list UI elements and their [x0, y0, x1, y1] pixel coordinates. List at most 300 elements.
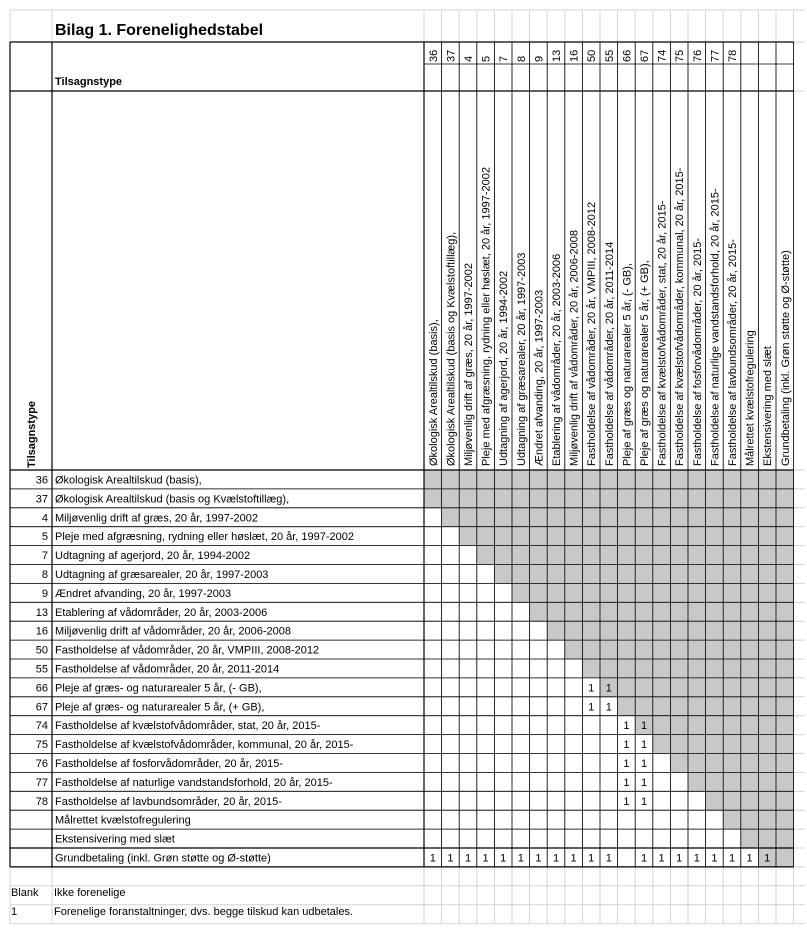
shaded-cell — [741, 716, 759, 735]
shaded-cell — [582, 470, 600, 489]
shaded-cell — [758, 546, 776, 565]
row-code: 75 — [35, 739, 48, 752]
shaded-cell — [706, 602, 724, 621]
shaded-cell — [653, 640, 671, 659]
shaded-cell — [635, 621, 653, 640]
shaded-cell — [723, 602, 741, 621]
row-code: 4 — [41, 512, 48, 525]
compatible-mark: 1 — [623, 739, 630, 752]
row-name: Ekstensivering med slæt — [55, 833, 175, 846]
column-label: Etablering af vådområder, 20 år, 2003-2006 — [551, 253, 563, 466]
row-name: Fastholdelse af vådområder, 20 år, VMPIII, 2008-2012 — [55, 644, 320, 657]
shaded-cell — [512, 527, 530, 546]
column-label: Miljøvenlig drift af vådområder, 20 år, 2006-2008 — [568, 229, 581, 466]
shaded-cell — [758, 735, 776, 754]
compatible-mark: 1 — [640, 739, 648, 752]
shaded-cell — [688, 716, 706, 735]
shaded-cell — [670, 640, 688, 659]
shaded-cell — [741, 754, 759, 773]
shaded-cell — [512, 565, 530, 584]
shaded-cell — [653, 508, 671, 527]
row-name: Miljøvenlig drift af vådområder, 20 år, 2006-2008 — [55, 625, 292, 638]
shaded-cell — [688, 754, 706, 773]
shaded-cell — [723, 678, 741, 697]
shaded-cell — [530, 489, 548, 508]
shaded-cell — [424, 489, 442, 508]
shaded-cell — [653, 697, 671, 716]
compatible-mark: 1 — [605, 701, 612, 714]
column-label: Ekstensivering med slæt — [762, 346, 775, 466]
column-label: Pleje af græs og naturarealer 5 år, (+ GB), — [639, 260, 651, 466]
shaded-cell — [547, 621, 565, 640]
column-label: Miljøvenlig drift af græs, 20 år, 1997-2002 — [463, 263, 475, 466]
shaded-cell — [723, 716, 741, 735]
side-label: Tilsagnstype — [26, 400, 38, 468]
row-code: 8 — [41, 569, 48, 581]
shaded-cell — [741, 735, 759, 754]
shaded-cell — [758, 659, 776, 678]
column-label: Økologisk Arealtilskud (basis og Kvælstoftillæg), — [445, 231, 458, 466]
shaded-cell — [741, 546, 759, 565]
shaded-cell — [477, 470, 495, 489]
compatible-mark: 1 — [570, 852, 577, 865]
shaded-cell — [618, 565, 636, 584]
column-code: 37 — [445, 49, 458, 62]
shaded-cell — [565, 565, 583, 584]
shaded-cell — [741, 810, 759, 829]
shaded-cell — [565, 508, 583, 527]
shaded-cell — [706, 546, 724, 565]
column-label: Pleje med afgræsning, rydning eller høslæt, 20 år, 1997-2002 — [480, 166, 493, 466]
shaded-cell — [706, 791, 724, 810]
shaded-cell — [688, 508, 706, 527]
compatible-mark: 1 — [640, 776, 648, 789]
compatible-mark: 1 — [640, 852, 648, 865]
column-code: 36 — [427, 49, 440, 62]
shaded-cell — [741, 565, 759, 584]
row-code: 76 — [35, 758, 48, 770]
shaded-cell — [706, 772, 724, 791]
shaded-cell — [670, 508, 688, 527]
shaded-cell — [723, 546, 741, 565]
row-code: 16 — [35, 625, 48, 638]
shaded-cell — [688, 602, 706, 621]
shaded-cell — [494, 470, 512, 489]
row-code: 7 — [41, 550, 48, 563]
column-label: Udtagning af agerjord, 20 år, 1994-2002 — [498, 270, 511, 466]
shaded-cell — [741, 621, 759, 640]
shaded-cell — [741, 470, 759, 489]
shaded-cell — [741, 583, 759, 602]
column-code: 77 — [709, 49, 722, 62]
shaded-cell — [512, 470, 530, 489]
shaded-cell — [758, 791, 776, 810]
shaded-cell — [477, 508, 495, 527]
shaded-cell — [670, 659, 688, 678]
row-code: 66 — [35, 682, 48, 695]
shaded-cell — [547, 470, 565, 489]
compatible-mark: 1 — [500, 852, 507, 865]
row-name: Pleje med afgræsning, rydning eller høslæt, 20 år, 1997-2002 — [55, 531, 355, 544]
shaded-cell — [706, 735, 724, 754]
shaded-cell — [741, 640, 759, 659]
column-label: Grundbetaling (inkl. Grøn støtte og Ø-støtte) — [779, 250, 792, 466]
shaded-cell — [723, 565, 741, 584]
shaded-cell — [565, 602, 583, 621]
column-label: Ændret afvanding, 20 år, 1997-2003 — [533, 289, 546, 466]
row-name: Fastholdelse af kvælstofvådområder, kommunal, 20 år, 2015- — [55, 739, 354, 752]
shaded-cell — [776, 546, 794, 565]
compatible-mark: 1 — [728, 852, 736, 865]
shaded-cell — [758, 470, 776, 489]
shaded-cell — [547, 583, 565, 602]
shaded-cell — [758, 565, 776, 584]
shaded-cell — [547, 508, 565, 527]
shaded-cell — [600, 546, 618, 565]
shaded-cell — [723, 754, 741, 773]
row-name: Udtagning af agerjord, 20 år, 1994-2002 — [55, 550, 251, 563]
legend-text-one: Forenelige foranstaltninger, dvs. begge tilskud kan udbetales. — [54, 906, 354, 918]
compatible-mark: 1 — [676, 852, 683, 865]
row-name: Ændret afvanding, 20 år, 1997-2003 — [55, 587, 232, 600]
row-name: Grundbetaling (inkl. Grøn støtte og Ø-støtte) — [55, 852, 271, 865]
shaded-cell — [442, 470, 460, 489]
shaded-cell — [670, 621, 688, 640]
shaded-cell — [670, 602, 688, 621]
shaded-cell — [758, 583, 776, 602]
shaded-cell — [565, 527, 583, 546]
row-code: 37 — [35, 493, 48, 506]
shaded-cell — [723, 659, 741, 678]
shaded-cell — [723, 791, 741, 810]
shaded-cell — [670, 754, 688, 773]
shaded-cell — [758, 489, 776, 508]
shaded-cell — [741, 659, 759, 678]
shaded-cell — [635, 697, 653, 716]
shaded-cell — [758, 716, 776, 735]
column-code: 4 — [463, 55, 475, 62]
column-code: 74 — [656, 49, 669, 62]
shaded-cell — [706, 697, 724, 716]
shaded-cell — [653, 470, 671, 489]
shaded-cell — [547, 602, 565, 621]
shaded-cell — [582, 583, 600, 602]
shaded-cell — [723, 697, 741, 716]
row-code: 50 — [35, 644, 48, 657]
column-code: 16 — [568, 49, 581, 62]
shaded-cell — [618, 640, 636, 659]
shaded-cell — [670, 716, 688, 735]
shaded-cell — [688, 735, 706, 754]
shaded-cell — [600, 583, 618, 602]
shaded-cell — [670, 565, 688, 584]
shaded-cell — [600, 470, 618, 489]
column-label: Udtagning af græsarealer, 20 år, 1997-2003 — [515, 252, 528, 466]
shaded-cell — [459, 470, 477, 489]
shaded-cells — [424, 470, 794, 867]
row-name: Miljøvenlig drift af græs, 20 år, 1997-2002 — [55, 512, 258, 525]
shaded-cell — [565, 546, 583, 565]
shaded-cell — [706, 678, 724, 697]
compatible-mark: 1 — [623, 776, 630, 789]
compatible-mark: 1 — [605, 682, 612, 695]
shaded-cell — [459, 508, 477, 527]
shaded-cell — [494, 527, 512, 546]
shaded-cell — [530, 508, 548, 527]
shaded-cell — [618, 546, 636, 565]
shaded-cell — [618, 527, 636, 546]
shaded-cell — [635, 602, 653, 621]
shaded-cell — [618, 659, 636, 678]
column-code: 76 — [691, 49, 704, 62]
row-name: Fastholdelse af kvælstofvådområder, stat, 20 år, 2015- — [55, 720, 321, 733]
shaded-cell — [582, 659, 600, 678]
shaded-cell — [618, 489, 636, 508]
shaded-cell — [547, 489, 565, 508]
shaded-cell — [741, 489, 759, 508]
column-code: 9 — [533, 55, 546, 62]
shaded-cell — [758, 527, 776, 546]
shaded-cell — [758, 697, 776, 716]
shaded-cell — [530, 602, 548, 621]
shaded-cell — [600, 659, 618, 678]
shaded-cell — [582, 527, 600, 546]
shaded-cell — [653, 621, 671, 640]
shaded-cell — [582, 640, 600, 659]
column-code: 13 — [551, 49, 563, 62]
shaded-cell — [776, 583, 794, 602]
shaded-cell — [741, 508, 759, 527]
compatible-mark: 1 — [640, 795, 648, 808]
shaded-cell — [776, 565, 794, 584]
shaded-cell — [776, 697, 794, 716]
shaded-cell — [582, 621, 600, 640]
shaded-cell — [530, 583, 548, 602]
shaded-cell — [670, 583, 688, 602]
row-code: 74 — [35, 720, 48, 733]
shaded-cell — [670, 470, 688, 489]
shaded-cell — [653, 583, 671, 602]
column-label: Økologisk Arealtilskud (basis), — [427, 319, 440, 466]
row-code: 78 — [35, 795, 48, 808]
shaded-cell — [600, 508, 618, 527]
shaded-cell — [758, 678, 776, 697]
compatible-mark: 1 — [640, 758, 648, 770]
shaded-cell — [565, 489, 583, 508]
shaded-cell — [758, 640, 776, 659]
shaded-cell — [688, 697, 706, 716]
shaded-cell — [758, 810, 776, 829]
shaded-cell — [653, 565, 671, 584]
shaded-cell — [670, 735, 688, 754]
shaded-cell — [618, 470, 636, 489]
column-code: 75 — [674, 49, 687, 62]
shaded-cell — [530, 565, 548, 584]
shaded-cell — [741, 697, 759, 716]
shaded-cell — [600, 527, 618, 546]
compatible-mark: 1 — [429, 852, 436, 865]
compatible-mark: 1 — [447, 852, 454, 865]
shaded-cell — [688, 621, 706, 640]
shaded-cell — [653, 546, 671, 565]
shaded-cell — [477, 489, 495, 508]
shaded-cell — [670, 678, 688, 697]
shaded-cell — [565, 640, 583, 659]
row-code: 77 — [35, 776, 48, 789]
shaded-cell — [688, 565, 706, 584]
shaded-cell — [723, 772, 741, 791]
shaded-cell — [494, 489, 512, 508]
shaded-cell — [635, 508, 653, 527]
column-label: Fastholdelse af vådområder, 20 år, VMPIII, 2008-2012 — [586, 201, 599, 466]
column-code: 8 — [515, 55, 528, 62]
compatible-mark: 1 — [588, 701, 595, 714]
row-name: Pleje af græs- og naturarealer 5 år, (+ GB), — [55, 701, 265, 714]
shaded-cell — [688, 678, 706, 697]
row-name: Fastholdelse af vådområder, 20 år, 2011-2014 — [55, 663, 280, 676]
legend-key-blank: Blank — [11, 887, 39, 899]
shaded-cell — [741, 772, 759, 791]
row-name: Fastholdelse af naturlige vandstandsforhold, 20 år, 2015- — [55, 776, 333, 789]
shaded-cell — [512, 546, 530, 565]
shaded-cell — [706, 565, 724, 584]
row-code: 36 — [35, 474, 48, 487]
column-headers — [428, 50, 792, 466]
shaded-cell — [635, 583, 653, 602]
shaded-cell — [618, 621, 636, 640]
row-name: Fastholdelse af fosforvådområder, 20 år, 2015- — [55, 758, 284, 770]
shaded-cell — [670, 527, 688, 546]
shaded-cell — [688, 772, 706, 791]
column-code: 67 — [639, 49, 651, 62]
compatible-mark: 1 — [535, 852, 542, 865]
compatible-mark: 1 — [711, 852, 718, 865]
row-code: 9 — [41, 587, 48, 600]
column-label: Fastholdelse af kvælstofvådområder, stat, 20 år, 2015- — [656, 200, 669, 466]
shaded-cell — [723, 489, 741, 508]
shaded-cell — [635, 678, 653, 697]
compatible-mark: 1 — [588, 682, 595, 695]
shaded-cell — [635, 470, 653, 489]
column-code: 7 — [498, 55, 511, 62]
shaded-cell — [706, 489, 724, 508]
shaded-cell — [706, 659, 724, 678]
shaded-cell — [776, 470, 794, 489]
shaded-cell — [776, 810, 794, 829]
shaded-cell — [512, 489, 530, 508]
shaded-cell — [600, 489, 618, 508]
shaded-cell — [670, 546, 688, 565]
column-label: Fastholdelse af vådområder, 20 år, 2011-2014 — [603, 241, 616, 466]
shaded-cell — [582, 489, 600, 508]
shaded-cell — [512, 508, 530, 527]
shaded-cell — [758, 602, 776, 621]
column-code: 5 — [480, 55, 493, 62]
shaded-cell — [723, 621, 741, 640]
compatible-mark: 1 — [552, 852, 560, 865]
compatible-mark: 1 — [588, 852, 595, 865]
shaded-cell — [758, 508, 776, 527]
shaded-cell — [706, 754, 724, 773]
column-label: Fastholdelse af naturlige vandstandsforhold, 20 år, 2015- — [709, 188, 722, 466]
column-label: Fastholdelse af kvælstofvådområder, kommunal, 20 år, 2015- — [674, 167, 687, 466]
legend-text-blank: Ikke forenelige — [54, 887, 126, 899]
shaded-cell — [776, 829, 794, 848]
column-code: 78 — [727, 49, 739, 62]
shaded-cell — [442, 508, 460, 527]
shaded-cell — [706, 470, 724, 489]
compatible-mark: 1 — [640, 720, 648, 733]
shaded-cell — [582, 508, 600, 527]
shaded-cell — [565, 470, 583, 489]
shaded-cell — [741, 678, 759, 697]
column-label: Målrettet kvælstofregulering — [744, 330, 757, 466]
shaded-cell — [670, 697, 688, 716]
shaded-cell — [618, 678, 636, 697]
shaded-cell — [776, 489, 794, 508]
shaded-cell — [741, 602, 759, 621]
shaded-cell — [758, 772, 776, 791]
shaded-cell — [618, 583, 636, 602]
shaded-cell — [723, 508, 741, 527]
shaded-cell — [776, 754, 794, 773]
shaded-cell — [776, 772, 794, 791]
shaded-cell — [706, 621, 724, 640]
shaded-cell — [547, 546, 565, 565]
shaded-cell — [688, 489, 706, 508]
shaded-cell — [688, 470, 706, 489]
shaded-cell — [776, 848, 794, 867]
shaded-cell — [723, 470, 741, 489]
shaded-cell — [776, 678, 794, 697]
shaded-cell — [618, 602, 636, 621]
shaded-cell — [653, 602, 671, 621]
compatible-mark: 1 — [482, 852, 489, 865]
shaded-cell — [653, 735, 671, 754]
shaded-cell — [688, 527, 706, 546]
column-code: 66 — [621, 49, 634, 62]
header-label: Tilsagnstype — [55, 76, 123, 88]
shaded-cell — [459, 489, 477, 508]
compatible-mark: 1 — [623, 758, 630, 770]
shaded-cell — [776, 527, 794, 546]
shaded-cell — [723, 640, 741, 659]
shaded-cell — [758, 621, 776, 640]
shaded-cell — [494, 508, 512, 527]
shaded-cell — [582, 565, 600, 584]
shaded-cell — [512, 583, 530, 602]
shaded-cell — [776, 716, 794, 735]
column-label: Pleje af græs og naturarealer 5 år, (- GB), — [621, 263, 634, 466]
legend-key-one: 1 — [11, 906, 18, 918]
shaded-cell — [706, 716, 724, 735]
shaded-cell — [653, 527, 671, 546]
shaded-cell — [635, 546, 653, 565]
shaded-cell — [653, 659, 671, 678]
row-name: Etablering af vådområder, 20 år, 2003-2006 — [55, 606, 268, 619]
shaded-cell — [477, 546, 495, 565]
shaded-cell — [688, 546, 706, 565]
compatible-mark: 1 — [517, 852, 524, 865]
shaded-cell — [459, 527, 477, 546]
compatible-mark: 1 — [464, 852, 472, 865]
compatible-mark: 1 — [764, 852, 771, 865]
shaded-cell — [741, 829, 759, 848]
shaded-cell — [776, 508, 794, 527]
shaded-cell — [776, 602, 794, 621]
row-name: Målrettet kvælstofregulering — [55, 814, 191, 827]
column-label: Fastholdelse af fosforvådområder, 20 år, 2015- — [691, 237, 704, 466]
